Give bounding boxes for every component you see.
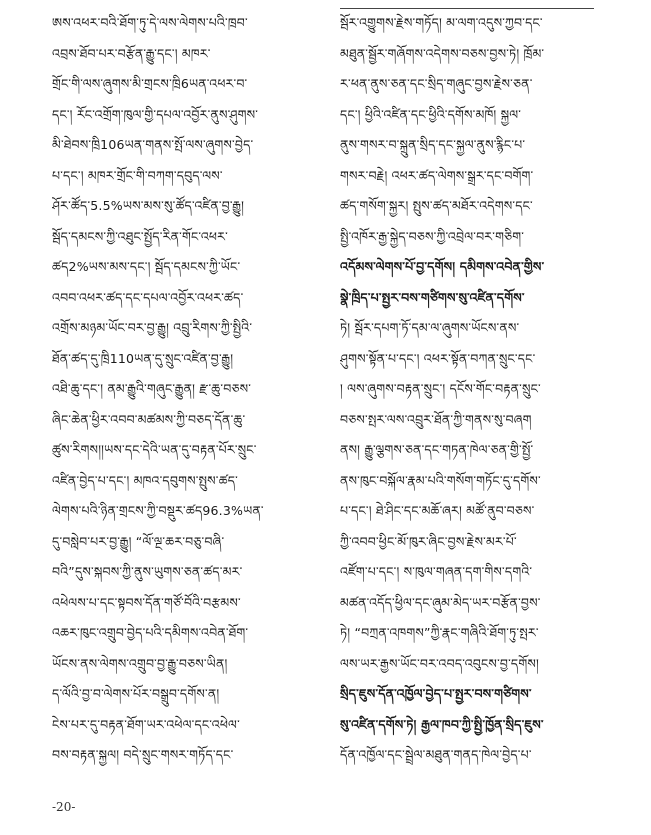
text-line: ལས་ཡར་རྒྱས་ཡོང་བར་འབད་འབུངས་བྱ་དགོས། — [340, 655, 539, 671]
text-line: དང་། ཕྱིའི་འཛིན་དང་ཕྱིའི་དགོས་མཁོ། སྐྱལ་ — [340, 106, 522, 122]
text-line: འབབ་འཕར་ཚད་དང་དཔལ་འབྱོར་འཕར་ཚད་ — [52, 289, 244, 305]
text-line: ནུས་གསར་བ་སྐྲུན་སྲིད་དང་སྐྱལ་ནུས་རྙིང་པ་ — [340, 137, 526, 152]
text-line: འཐི་ཆུ་དང་། ནམ་རྒྱུའི་གཞུང་རྒྱུན། རྫ་ཆུ་བཅས་ — [52, 381, 252, 396]
text-line: ནས། རྒྱུ་ལྕགས་ཅན་དང་གཏན་ཁེལ་ཅན་གྱི་སྤྱོ་ — [340, 442, 534, 457]
text-line: འདོམས་ལེགས་པོ་བྱ་དགོས། དམིགས་འབེན་གྱིས་ — [340, 259, 545, 274]
text-line: ངེས་པར་དུ་བརྟན་ཐོག་ཡར་འཕེལ་དང་འཕེལ་ — [52, 716, 240, 732]
text-line: སྲིད་ཇུས་དོན་འཁྱོལ་བྱེད་པ་སྤྱར་བས་གཙིགས་ — [340, 686, 532, 701]
text-line: དོན་འཁྱོལ་དང་སྦྲེལ་མཐུན་གནད་ཁེལ་བྱེད་པ་ — [340, 747, 532, 762]
text-line: འཆར་ཁུང་འགྲུབ་བྱེད་པའི་དམིགས་འབེན་ཐོག་ — [52, 625, 249, 640]
text-line: མཐུན་སྦྱོར་གཞོགས་འདེགས་བཅས་བྱས་ཏེ། ཁྲོམ་ — [340, 45, 545, 61]
text-line: ཤོར་ཚོད་5.5%ཡས་མས་སུ་ཚོད་འཛིན་བྱ་རྒྱུ། — [52, 198, 245, 213]
text-line: བས་བརྟན་སྐྱལ། བདེ་སྲུང་གསར་གཏོད་དང་ — [52, 747, 234, 762]
text-line: སྤྱི་འཁོར་རྒྱ་སྐྱེད་བཅས་ཀྱི་འབྲེལ་བར་གཅིག་ — [340, 228, 525, 244]
text-line: ཀྱི་འབབ་ཕྱིང་མོ་ཁུར་ཞིང་བྱས་རྗེས་མར་པོ་ — [340, 533, 517, 549]
text-line: འཛིན་བྱེད་པ་དང་། མཁའ་དབུགས་སྤུས་ཚད་ — [52, 472, 238, 488]
text-line: འགྲོས་མཉམ་ཡོང་བར་བྱ་རྒྱུ། འབྲུ་རིགས་ཀྱི་སྤྱིའི་ — [52, 320, 253, 335]
text-line: ཏེ། སྦོར་དཔག་ཏོ་དམ་ལ་ཞུགས་ཡོངས་ནས་ — [340, 320, 520, 335]
text-line: ཞིང་ཆེན་ཕྱིར་འབབ་མཚམས་ཀྱི་བཅད་དོན་ཆུ་ — [52, 411, 246, 427]
text-line: ཡོངས་ནས་ལེགས་འགྲུབ་བྱ་རྒྱུ་བཅས་ཡིན། — [52, 655, 228, 671]
text-line: སྦོར་འགྱུགས་རྗེས་གཏོད། མ་ལག་འདུས་ཀྱབ་དང་ — [340, 15, 543, 30]
text-line: སུ་འཛིན་དགོས་ཏེ། རྒྱལ་ཁབ་ཀྱི་སྤྱི་ཁྱོན་སྲིད་ཇུས་ — [340, 716, 544, 732]
text-line: དུ་བསླེབ་པར་བྱ་རྒྱུ། “ལོ་ལྔ་ཆར་བཅུ་བཞི་ — [52, 533, 225, 549]
right-column — [340, 8, 594, 771]
text-line: ཐོན་ཚད་དུ་ཁྲི110ཡན་དུ་སྲུང་འཛིན་བྱ་རྒྱུ། — [52, 350, 234, 366]
text-line: དང་། རོང་འགྲོག་ཁུལ་གྱི་དཔལ་འབྱོར་ནུས་ཤུགས་ — [52, 106, 259, 122]
text-line: ནས་ཁུང་བསྐོལ་རྣམ་པའི་གསོག་གཏོང་དུ་དགོས་ — [340, 472, 541, 488]
text-line: མི་ཐེབས་ཁྲི106ཡན་གནས་སྤོ་ལས་ཞུགས་བྱེད་ — [52, 137, 254, 152]
text-line: ཏེ། “བཀྲན་འཁགས”ཀྱི་རྣང་གཞིའི་ཐོག་ཏུ་སྤར་ — [340, 625, 539, 640]
text-line: མཚན་འདོད་ཕྱིལ་དང་ཞུམ་མེད་ཡར་བརྩོན་བྱས་ — [340, 594, 541, 610]
text-line: གྲོང་གི་ལས་ཞུགས་མི་གྲངས་ཁྲི6ཡན་འཕར་བ་ — [52, 76, 248, 91]
text-line: ཨས་འཕར་བའི་ཐོག་ཏུ་དེ་ལས་ལེགས་པའི་ཁྲབ་ — [52, 15, 248, 30]
left-column — [52, 8, 328, 771]
text-line: སྦོད་དམངས་ཀྱི་འཐུང་སྤྱོད་རིན་གོང་འཕར་ — [52, 228, 228, 244]
text-line: པ་དང་། མཁར་གྲོང་གི་བཀག་དབུད་ལས་ — [52, 167, 223, 183]
text-line: པ་དང་། ཐེ་ཤིང་དང་མཆོ་ཞར། མཚོ་ནུབ་བཅས་ — [340, 503, 535, 518]
text-line: བའི”དུས་སྐབས་ཀྱི་ནུས་ཡུགས་ཅན་ཚད་མར་ — [52, 564, 243, 579]
text-line: གསར་བརྗེ། འཕར་ཚད་ལེགས་སྒྲར་དང་བགོག་ — [340, 167, 534, 183]
text-line: འཕེལས་པ་དང་སྟབས་དོན་གཙོ་བོའི་བརྩམས་ — [52, 594, 241, 610]
text-line: ཚད་གསོག་སྐྱར། སྤུས་ཚད་མཐོར་འདེགས་དང་ — [340, 198, 533, 213]
text-line: ཚད2%ཡས་མས་དང་། སྦོད་དམངས་ཀྱི་ཡོང་ — [52, 259, 241, 274]
text-line: ད་ལོའི་བྱ་བ་ལེགས་པོར་བསྒྲུབ་དགོས་ན། — [52, 686, 220, 701]
text-line: ། ལས་ཞུགས་བརྟན་སྲུང་། དངོས་གོང་བརྟན་སྲུང་ — [340, 381, 541, 396]
text-line: ཤུགས་སྟོན་པ་དང་། འཕར་སྟོན་བཀན་སྲུང་དང་ — [340, 350, 536, 366]
text-line: ར་ཕན་ནུས་ཅན་དང་སྲིད་གཞུང་བྱས་རྗེས་ཅན་ — [340, 76, 533, 91]
text-line: འབྲས་ཐོབ་པར་བརྩོན་རྒྱུ་དང་། མཁར་ — [52, 45, 211, 61]
text-line: བཅས་སྤར་ལས་འབྲུར་ཐོན་ཀྱི་གནས་སུ་བཞག — [340, 411, 532, 427]
text-line: སྣེ་ཁྲིད་པ་སྤྱར་བས་གཙིགས་སུ་འཛིན་དགོས་ — [340, 289, 525, 305]
page-number: -20- — [52, 800, 76, 814]
text-line: ལེགས་པའི་ཉིན་གྲངས་ཀྱི་བསྡུར་ཚད96.3%ཡན་ — [52, 503, 264, 518]
text-line: ཚུས་རིགས།།ཡས་དང་དེའི་ཡན་དུ་བརྟན་པོར་སྲུང་ — [52, 442, 257, 457]
text-line: འཛོག་པ་དང་། ས་ཁུལ་གཞན་དག་གིས་དགའི་ — [340, 564, 533, 579]
